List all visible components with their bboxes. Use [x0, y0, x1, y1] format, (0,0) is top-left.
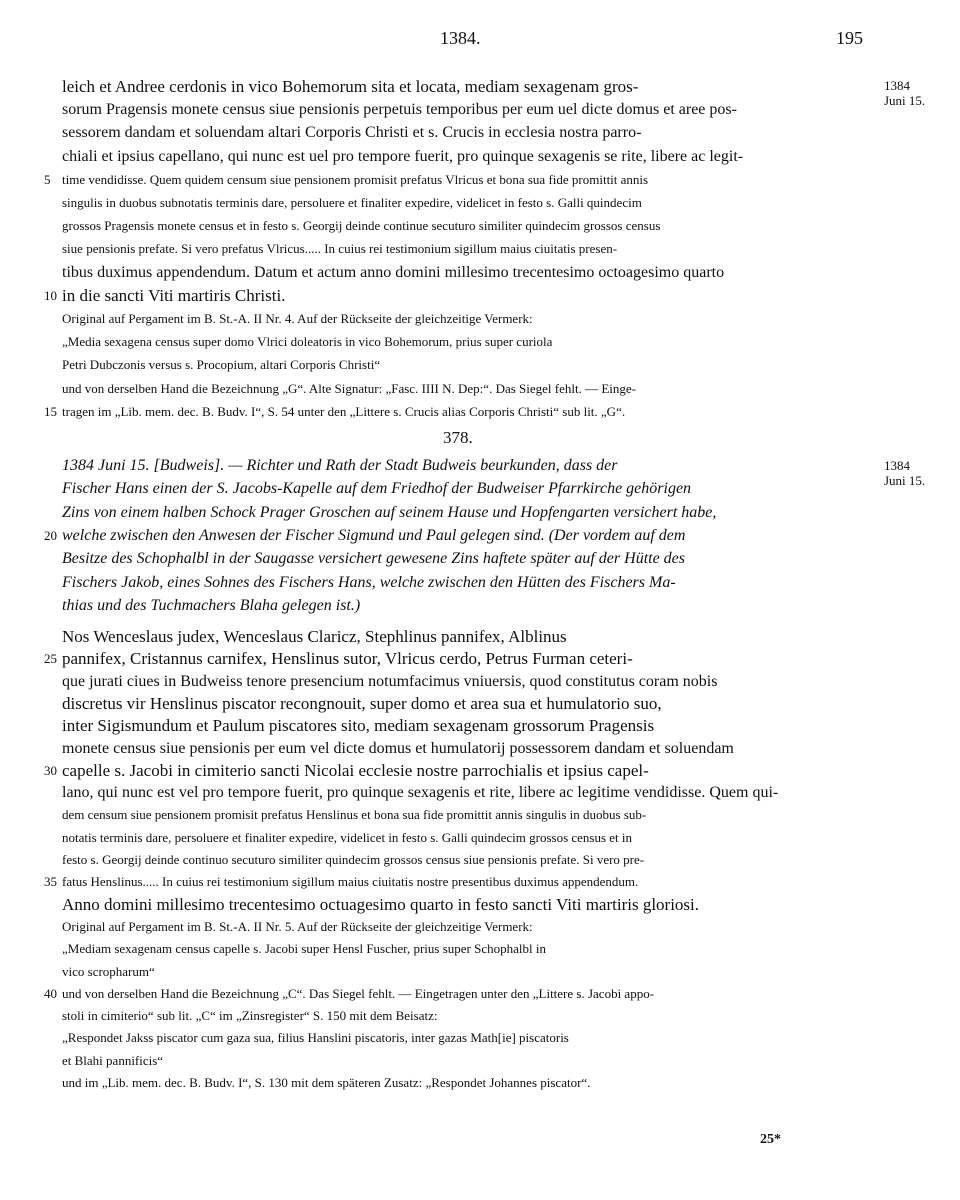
text-line: que jurati ciues in Budweiss tenore presencium notumfacimus vniuersis, quod constitutus coram nobis [62, 672, 718, 690]
text-line: und von derselben Hand die Bezeichnung „C“. Das Siegel fehlt. — Eingetragen unter den „Littere s. Jacobi appo- [62, 985, 655, 1001]
text-line: in die sancti Viti martiris Christi. [62, 285, 286, 305]
text-line: lano, qui nunc est vel pro tempore fuerit, pro quinque sexagenis et rite, libere ac legitime vendidisse. Quem qui- [62, 784, 779, 802]
text-line: et Blahi pannificis“ [62, 1052, 164, 1068]
text-line: leich et Andree cerdonis in vico Bohemorum sita et locata, mediam sexagenam gros- [62, 77, 639, 96]
text-line: pannifex, Cristannus carnifex, Henslinus sutor, Vlricus cerdo, Petrus Furman ceteri- [62, 649, 633, 669]
text-line: Zins von einem halben Schock Prager Groschen auf seinem Hause und Hopfengarten versichert habe, [62, 503, 717, 521]
text-line: tibus duximus appendendum. Datum et actum anno domini millesimo trecentesimo octoagesimo quarto [62, 263, 725, 281]
text-line: vico scropharum“ [62, 963, 155, 979]
line-number: 35 [44, 874, 57, 890]
text-line: tragen im „Lib. mem. dec. B. Budv. I“, S. 54 unter den „Littere s. Crucis alias Corporis Christi“ sub lit. „G“. [62, 403, 626, 419]
line-number: 5 [44, 171, 51, 187]
margin-date-377 [884, 78, 944, 108]
text-line: discretus vir Henslinus piscator recongnouit, super domo et area sua et humulatorio suo, [62, 693, 662, 713]
text-line: thias und des Tuchmachers Blaha gelegen ist.) [62, 596, 361, 614]
text-line: monete census siue pensionis per eum vel dicte domus et humulatorij possessorem dandam et soluendam [62, 739, 734, 757]
line-number: 10 [44, 287, 57, 303]
text-line: 1384 Juni 15. [Budweis]. — Richter und Rath der Stadt Budweis beurkunden, dass der [62, 457, 618, 474]
text-line: chiali et ipsius capellano, qui nunc est uel pro tempore fuerit, pro quinque sexagenis se rite, libere ac legit- [62, 147, 744, 165]
text-line: Nos Wenceslaus judex, Wenceslaus Claricz, Stephlinus pannifex, Alblinus [62, 627, 567, 646]
text-line: siue pensionis prefate. Si vero prefatus Vlricus..... In cuius rei testimonium sigillum maius ciuitatis presen- [62, 241, 618, 257]
margin-date-day: Juni 15. [884, 93, 926, 108]
line-number: 15 [44, 403, 57, 419]
document-number: 378. [443, 428, 473, 447]
text-line: „Respondet Jakss piscator cum gaza sua, filius Hanslini piscatoris, inter gazas Math[ie] piscatoris [62, 1030, 569, 1046]
text-line: time vendidisse. Quem quidem censum siue pensionem promisit prefatus Vlricus et bona sua fide promittit annis [62, 171, 649, 187]
signature-mark: 25* [760, 1132, 781, 1147]
line-number: 25 [44, 651, 57, 667]
text-line: capelle s. Jacobi in cimiterio sancti Nicolai ecclesie nostre parrochialis et ipsius capel- [62, 760, 649, 780]
text-line: „Mediam sexagenam census capelle s. Jacobi super Hensl Fuscher, prius super Schophalbl in [62, 941, 546, 957]
text-line: Petri Dubczonis versus s. Procopium, altari Corporis Christi“ [62, 357, 381, 373]
text-line: welche zwischen den Anwesen der Fischer Sigmund und Paul gelegen sind. (Der vordem auf dem [62, 526, 686, 544]
text-line: grossos Pragensis monete census et in festo s. Georgij deinde continue secuturo similiter quindecim grossos census [62, 218, 661, 234]
text-line: Besitze des Schophalbl in der Saugasse versichert gewesene Zins haftete später auf der Hütte des [62, 550, 686, 568]
text-line: Fischer Hans einen der S. Jacobs-Kapelle auf dem Friedhof der Budweiser Pfarrkirche gehörigen [62, 480, 692, 498]
text-line: „Media sexagena census super domo Vlrici doleatoris in vico Bohemorum, prius super curiola [62, 334, 553, 350]
text-line: notatis terminis dare, persoluere et finaliter expedire, videlicet in festo s. Galli quindecim grossos census et in [62, 829, 633, 845]
margin-date-378 [884, 458, 944, 488]
margin-date-day: Juni 15. [884, 473, 926, 488]
text-line: sorum Pragensis monete census siue pensionis perpetuis temporibus per eum uel dicte domus et aree pos- [62, 101, 737, 119]
text-line: stoli in cimiterio“ sub lit. „C“ im „Zinsregister“ S. 150 mit dem Beisatz: [62, 1008, 438, 1024]
page-number: 195 [836, 28, 863, 48]
text-line: inter Sigismundum et Paulum piscatores sito, mediam sexagenam grossorum Pragensis [62, 716, 655, 736]
text-line: festo s. Georgij deinde continuo secuturo similiter quindecim grossos census siue pensionis prefate. Si vero pre- [62, 852, 645, 867]
margin-date-year: 1384 [884, 458, 910, 473]
text-line: und im „Lib. mem. dec. B. Budv. I“, S. 130 mit dem späteren Zusatz: „Respondet Johannes piscator“. [62, 1075, 591, 1090]
margin-date-year: 1384 [884, 78, 910, 93]
text-line: dem censum siue pensionem promisit prefatus Henslinus et bona sua fide promittit annis singulis in duobus sub- [62, 807, 647, 823]
running-head-year: 1384. [440, 28, 481, 48]
line-number: 20 [44, 527, 57, 543]
text-line: Fischers Jakob, eines Sohnes des Fischers Hans, welche zwischen den Hütten des Fischers Ma- [62, 573, 676, 591]
text-line: sessorem dandam et soluendam altari Corporis Christi et s. Crucis in ecclesia nostra parro- [62, 124, 642, 142]
line-number: 30 [44, 762, 57, 778]
text-line: fatus Henslinus..... In cuius rei testimonium sigillum maius ciuitatis nostre presentibus duximus appendendum. [62, 874, 639, 890]
line-number: 40 [44, 985, 57, 1001]
text-line: Original auf Pergament im B. St.-A. II Nr. 4. Auf der Rückseite der gleichzeitige Vermerk: [62, 311, 533, 326]
text-line: singulis in duobus subnotatis terminis dare, persoluere et finaliter expedire, videlicet in festo s. Galli quindecim [62, 195, 642, 210]
text-line: Anno domini millesimo trecentesimo octuagesimo quarto in festo sancti Viti martiris gloriosi. [62, 894, 700, 914]
text-line: Original auf Pergament im B. St.-A. II Nr. 5. Auf der Rückseite der gleichzeitige Vermerk: [62, 918, 533, 934]
text-line: und von derselben Hand die Bezeichnung „G“. Alte Signatur: „Fasc. IIII N. Dep:“. Das Siegel fehlt. — Einge- [62, 380, 636, 396]
